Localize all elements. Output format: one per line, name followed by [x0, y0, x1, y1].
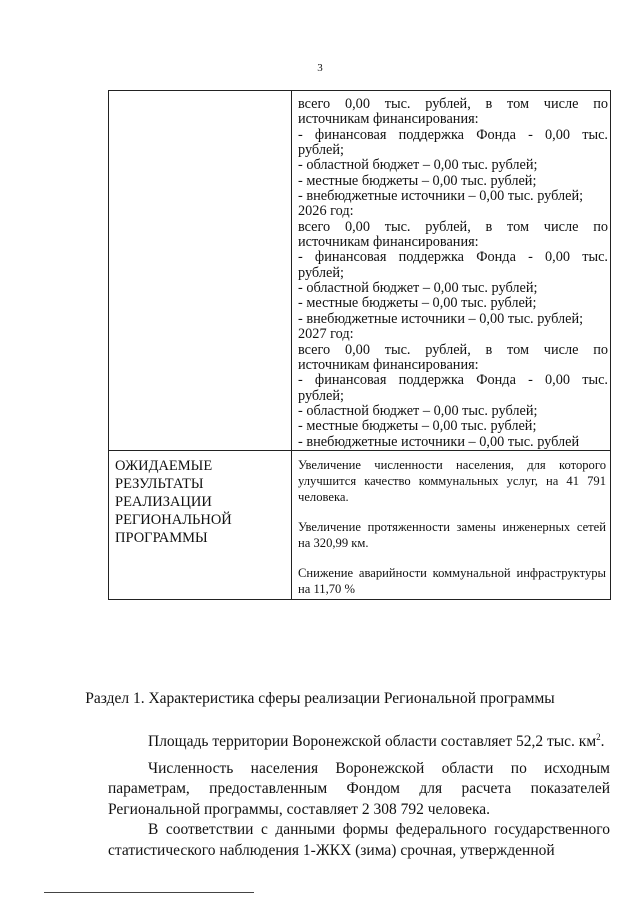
financing-lines: [292, 91, 610, 450]
financing-line: - областной бюджет – 0,00 тыс. рублей;: [298, 280, 538, 297]
results-label: ОЖИДАЕМЫЕ РЕЗУЛЬТАТЫ РЕАЛИЗАЦИИ РЕГИОНАЛЬНОЙ ПРОГРАММЫ: [115, 457, 232, 546]
results-row: [109, 450, 611, 599]
results-list: [292, 451, 610, 599]
population-paragraph: Численность населения Воронежской области по исходным параметрам, предоставленным Фондом для расчета показателей Региональной программы, составляет 2 308 792 человека.: [108, 759, 610, 818]
financing-line: 2026 год:: [298, 203, 354, 220]
body-text: [108, 732, 610, 861]
financing-line: всего 0,00 тыс. рублей, в том числе по: [298, 341, 608, 358]
financing-line: рублей;: [298, 387, 344, 404]
financing-line: - областной бюджет – 0,00 тыс. рублей;: [298, 157, 538, 174]
financing-line: - финансовая поддержка Фонда - 0,00 тыс.: [298, 372, 608, 389]
financing-line: всего 0,00 тыс. рублей, в том числе по: [298, 96, 608, 112]
financing-line: источникам финансирования:: [298, 111, 479, 128]
area-superscript: 2: [596, 731, 601, 742]
result-item: Увеличение протяженности замены инженерных сетей на 320,99 км.: [298, 519, 606, 550]
financing-line: - финансовая поддержка Фонда - 0,00 тыс.: [298, 249, 608, 266]
financing-line: - внебюджетные источники – 0,00 тыс. рублей: [298, 433, 580, 450]
area-paragraph: [108, 732, 610, 753]
area-end: .: [600, 733, 605, 750]
footnote-rule: [44, 892, 254, 893]
financing-label-cell: [109, 91, 292, 451]
financing-line: рублей;: [298, 142, 344, 159]
financing-line: 2027 год:: [298, 326, 354, 343]
financing-line: рублей;: [298, 264, 344, 281]
results-cell: [292, 450, 611, 599]
financing-row: [109, 91, 611, 451]
financing-line: - областной бюджет – 0,00 тыс. рублей;: [298, 402, 538, 419]
stat-form-paragraph: В соответствии с данными формы федерального государственного статистического наблюдения 1-ЖКХ (зима) срочная, утвержденной: [108, 821, 610, 859]
result-item: Снижение аварийности коммунальной инфраструктуры на 11,70 %: [298, 565, 606, 596]
financing-cell: [292, 91, 611, 451]
section-heading: Раздел 1. Характеристика сферы реализации Региональной программы: [85, 690, 555, 707]
financing-line: - финансовая поддержка Фонда - 0,00 тыс.: [298, 126, 608, 143]
financing-line: - местные бюджеты – 0,00 тыс. рублей;: [298, 295, 537, 312]
area-text: Площадь территории Воронежской области составляет 52,2 тыс. км: [148, 733, 597, 750]
program-passport-table: [108, 90, 611, 600]
financing-line: - внебюджетные источники – 0,00 тыс. рублей;: [298, 188, 584, 205]
result-item: Увеличение численности населения, для которого улучшится качество коммунальных услуг, на 41 791 человека.: [298, 457, 606, 504]
financing-line: всего 0,00 тыс. рублей, в том числе по: [298, 218, 608, 235]
financing-line: - местные бюджеты – 0,00 тыс. рублей;: [298, 418, 537, 435]
results-label-cell: [109, 450, 292, 599]
financing-line: - внебюджетные источники – 0,00 тыс. рублей;: [298, 310, 584, 327]
page-number: 3: [317, 62, 323, 74]
financing-line: источникам финансирования:: [298, 234, 479, 251]
financing-line: - местные бюджеты – 0,00 тыс. рублей;: [298, 172, 537, 189]
financing-line: источникам финансирования:: [298, 356, 479, 373]
